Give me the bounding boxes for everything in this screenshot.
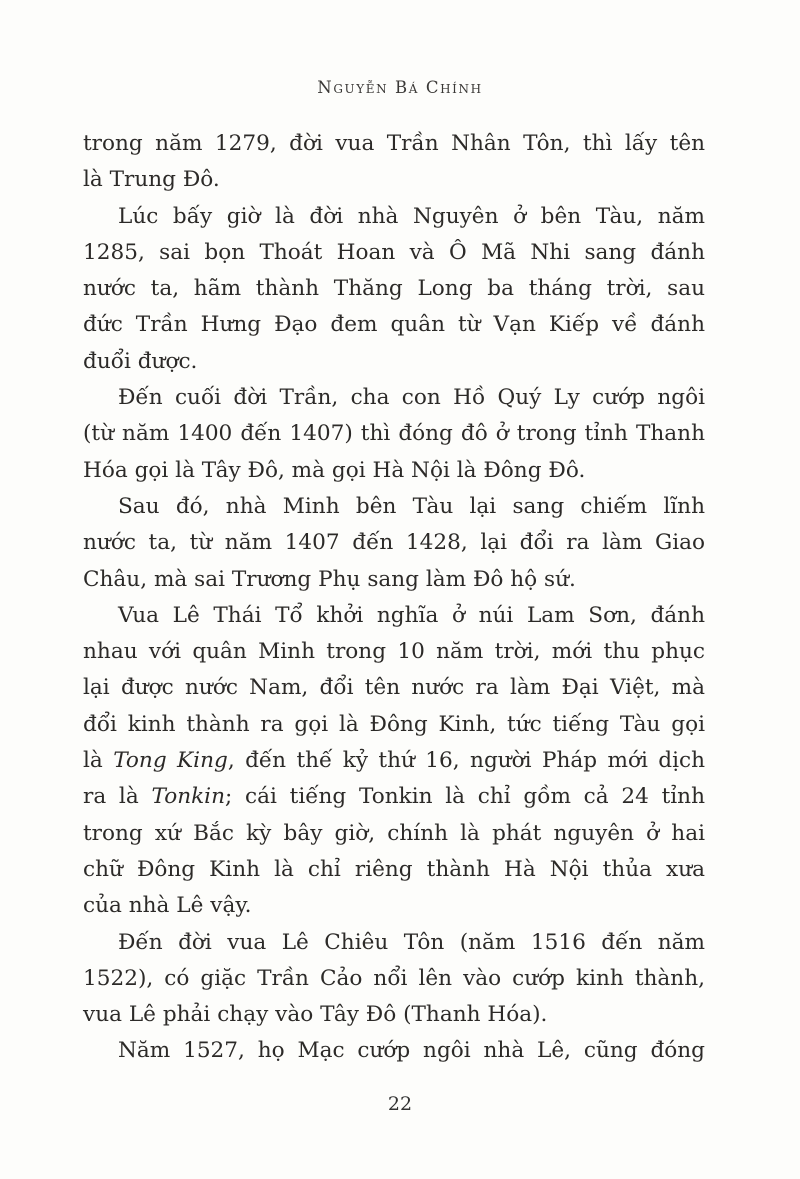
text-line: Đến đời vua Lê Chiêu Tôn (năm 1516 đến năm (118, 929, 705, 955)
text-line: đuổi được. (83, 348, 198, 374)
text-line: đức Trần Hưng Đạo đem quân từ Vạn Kiếp về đánh (83, 312, 705, 338)
running-head-author: Nguyễn Bá Chính (317, 78, 483, 97)
text-line: trong năm 1279, đời vua Trần Nhân Tôn, thì lấy tên (83, 131, 705, 156)
text-segment: ra là (83, 784, 152, 810)
text-line: nước ta, từ năm 1407 đến 1428, lại đổi ra làm Giao (83, 530, 705, 556)
text-line: đổi kinh thành ra gọi là Đông Kinh, tức tiếng Tàu gọi (83, 711, 705, 737)
italic-term-tonkin: Tonkin (151, 784, 226, 810)
text-line-with-italic (83, 743, 705, 779)
text-line: Đến cuối đời Trần, cha con Hồ Quý Ly cướp ngôi (118, 385, 705, 411)
text-line: Lúc bấy giờ là đời nhà Nguyên ở bên Tàu, năm (118, 203, 705, 229)
text-line: Sau đó, nhà Minh bên Tàu lại sang chiếm lĩnh (118, 493, 705, 519)
text-line: Vua Lê Thái Tổ khởi nghĩa ở núi Lam Sơn, đánh (118, 602, 705, 628)
text-line: nhau với quân Minh trong 10 năm trời, mới thu phục (83, 639, 705, 665)
text-segment: , đến thế kỷ thứ 16, người Pháp mới dịch (227, 748, 706, 774)
text-line: của nhà Lê vậy. (83, 893, 252, 919)
text-line: lại được nước Nam, đổi tên nước ra làm Đại Việt, mà (83, 675, 705, 701)
text-line: chữ Đông Kinh là chỉ riêng thành Hà Nội thủa xưa (83, 856, 705, 882)
text-line-with-italic (83, 779, 705, 815)
text-line: 1285, sai bọn Thoát Hoan và Ô Mã Nhi sang đánh (83, 239, 705, 265)
page-number: 22 (387, 1093, 413, 1115)
text-line: Năm 1527, họ Mạc cướp ngôi nhà Lê, cũng đóng (118, 1038, 705, 1064)
text-line: 1522), có giặc Trần Cảo nổi lên vào cướp kinh thành, (83, 965, 705, 991)
text-segment: ; cái tiếng Tonkin là chỉ gồm cả 24 tỉnh (225, 784, 705, 810)
text-line: trong xứ Bắc kỳ bây giờ, chính là phát nguyên ở hai (83, 820, 705, 846)
body-text (83, 126, 705, 1070)
text-line: Châu, mà sai Trương Phụ sang làm Đô hộ sứ. (83, 566, 576, 592)
text-segment: là (83, 748, 114, 774)
text-line: (từ năm 1400 đến 1407) thì đóng đô ở trong tỉnh Thanh (83, 421, 705, 447)
text-line: nước ta, hãm thành Thăng Long ba tháng trời, sau (83, 276, 705, 302)
italic-term-tong-king: Tong King (113, 748, 228, 774)
text-line: Hóa gọi là Tây Đô, mà gọi Hà Nội là Đông Đô. (83, 457, 586, 483)
text-line: là Trung Đô. (83, 167, 220, 193)
text-line: vua Lê phải chạy vào Tây Đô (Thanh Hóa). (83, 1002, 548, 1028)
